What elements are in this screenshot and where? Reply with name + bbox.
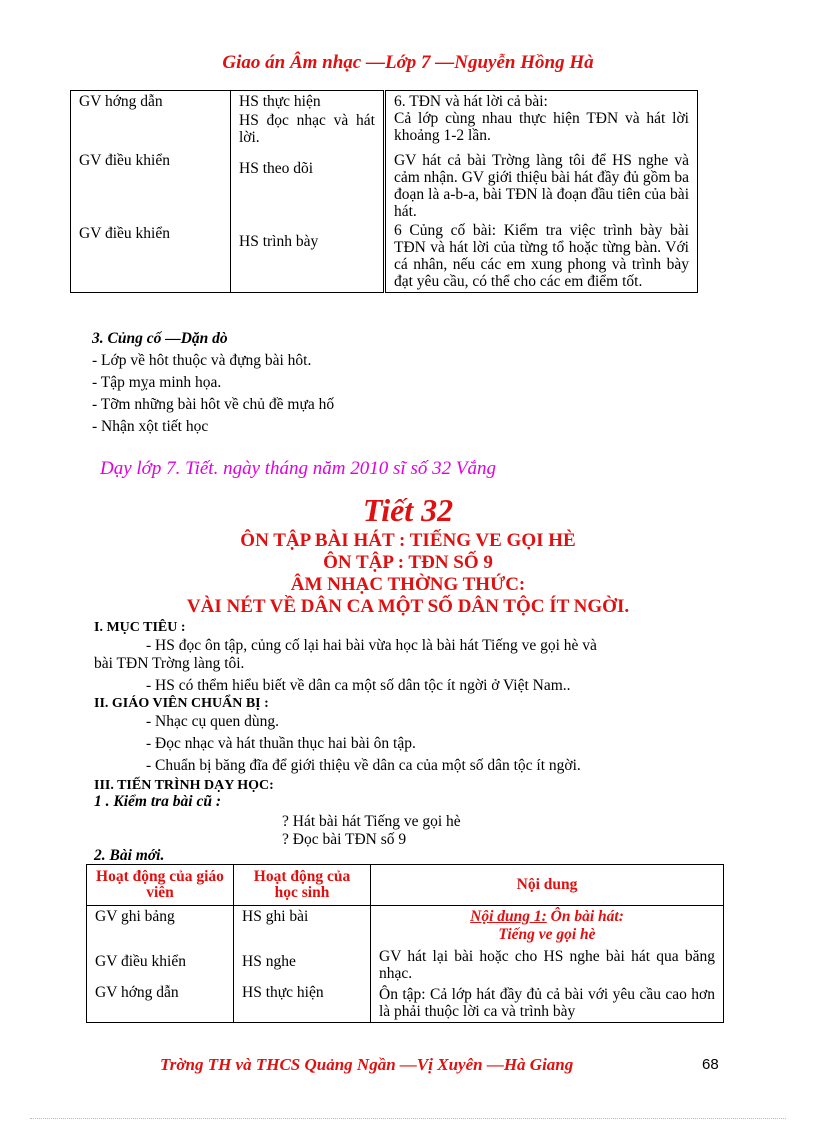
content-cell	[371, 906, 724, 1023]
column-header: Nội dung	[371, 865, 724, 906]
list-item: - Đọc nhạc và hát thuần thục hai bài ôn tập.	[146, 735, 416, 752]
student-activity: HS ghi bài	[242, 908, 309, 925]
check-old-lesson-heading: 1 . Kiểm tra bài cũ :	[94, 793, 222, 810]
teacher-activity: GV ghi bảng	[95, 908, 175, 925]
list-item: - Chuẩn bị băng đĩa để giới thiệu về dân ca của một số dân tộc ít ngời.	[146, 757, 581, 774]
teacher-activity: GV điều khiển	[79, 225, 170, 242]
teacher-activity-cell	[71, 91, 231, 293]
consolidation-section	[92, 328, 334, 438]
main-title-2: ÔN TẬP : TĐN SỐ 9	[323, 552, 493, 573]
list-item: - Lớp về hôt thuộc và đựng bài hôt.	[92, 352, 312, 369]
student-activity: HS theo dõi	[239, 160, 314, 177]
objective-line: - HS có thểm hiểu biết về dân ca một số dân tộc ít ngời ở Việt Nam..	[146, 677, 571, 694]
objective-line: bài TĐN Trờng làng tôi.	[94, 655, 245, 672]
content-1-song: Tiếng ve gọi hè	[498, 926, 596, 943]
teacher-prep-heading: II. GIÁO VIÊN CHUẨN BỊ :	[94, 696, 269, 711]
page-header: Giao án Âm nhạc —Lớp 7 —Nguyễn Hồng Hà	[222, 52, 594, 73]
page-footer: Trờng TH và THCS Quảng Ngần —Vị Xuyên —Hà Giang	[160, 1055, 574, 1074]
new-lesson-heading: 2. Bài mới.	[94, 847, 165, 864]
main-title-4: VÀI NÉT VỀ DÂN CA MỘT SỐ DÂN TỘC ÍT NGỜI.	[186, 596, 630, 617]
content-text: Ôn tập: Cả lớp hát đầy đủ cả bài với yêu cầu cao hơn là phải thuộc lời ca và trình bày	[379, 986, 715, 1020]
student-activity: HS trình bày	[239, 233, 319, 250]
class-info-line: Dạy lớp 7. Tiết. ngày tháng năm 2010 sĩ số 32 Vắng	[100, 458, 496, 479]
objectives-heading: I. MỤC TIÊU :	[94, 620, 186, 635]
content-text: Cả lớp cùng nhau thực hiện TĐN và hát lời khoảng 1-2 lần.	[394, 110, 689, 144]
table-row	[71, 91, 698, 293]
content-cell	[385, 91, 698, 293]
content-text: GV hát cả bài Trờng làng tôi để HS nghe và cảm nhận. GV giới thiệu bài hát đầy đủ gồm ba đoạn là a-b-a, bài TĐN là đoạn đầu tiên của bài hát.	[394, 152, 689, 220]
table-row	[87, 906, 724, 1023]
activity-table	[86, 864, 724, 1023]
main-title-1: ÔN TẬP BÀI HÁT : TIẾNG VE GỌI HÈ	[240, 530, 576, 551]
teacher-activity: GV hớng dẫn	[79, 93, 163, 110]
teacher-activity: GV hớng dẫn	[95, 984, 179, 1001]
content-text: GV hát lại bài hoặc cho HS nghe bài hát qua băng nhạc.	[379, 948, 715, 982]
check-question: ? Hát bài hát Tiếng ve gọi hè	[282, 813, 461, 830]
content-heading: 6. TĐN và hát lời cả bài:	[394, 93, 548, 110]
teacher-activity-cell	[87, 906, 234, 1023]
consolidation-heading: 3. Củng cố —Dặn dò	[92, 330, 228, 347]
activity-table-continued	[70, 90, 698, 293]
content-1-label: Nội dung 1:	[470, 908, 547, 925]
teacher-activity: GV điều khiển	[79, 152, 170, 169]
student-activity: HS thực hiện	[239, 93, 321, 110]
student-activity: HS đọc nhạc và hát lời.	[239, 112, 375, 146]
list-item: - Tỡm những bài hôt về chủ đề mựa hố	[92, 396, 335, 413]
page-number: 68	[702, 1056, 719, 1073]
list-item: - Nhận xột tiết học	[92, 418, 209, 435]
column-header: Hoạt động của học sinh	[234, 865, 371, 906]
process-heading: III. TIẾN TRÌNH DẠY HỌC:	[94, 778, 274, 793]
column-header: Hoạt động của giáo viên	[87, 865, 234, 906]
teacher-activity: GV điều khiển	[95, 953, 186, 970]
table-header-row	[87, 865, 724, 906]
student-activity: HS nghe	[242, 953, 296, 970]
student-activity-cell	[231, 91, 385, 293]
student-activity: HS thực hiện	[242, 984, 324, 1001]
check-question: ? Đọc bài TĐN số 9	[282, 831, 407, 848]
list-item: - Tập mỵa minh họa.	[92, 374, 222, 391]
main-title-3: ÂM NHẠC THỜNG THỨC:	[290, 574, 526, 595]
content-text: 6 Củng cố bài: Kiểm tra việc trình bày bài TĐN và hát lời của từng tổ hoặc từng bàn. Với cá nhân, nếu các em xung phong và trình bày đạt yêu cầu, có thể cho các em điểm tốt.	[394, 222, 689, 290]
page-bottom-divider	[30, 1118, 786, 1119]
content-1-title	[379, 908, 715, 926]
list-item: - Nhạc cụ quen dùng.	[146, 713, 279, 730]
lesson-title: Tiết 32	[362, 492, 454, 528]
student-activity-cell	[234, 906, 371, 1023]
objective-line: - HS đọc ôn tập, củng cố lại hai bài vừa học là bài hát Tiếng ve gọi hè và	[146, 637, 597, 654]
content-1-rest: Ôn bài hát:	[546, 908, 624, 925]
